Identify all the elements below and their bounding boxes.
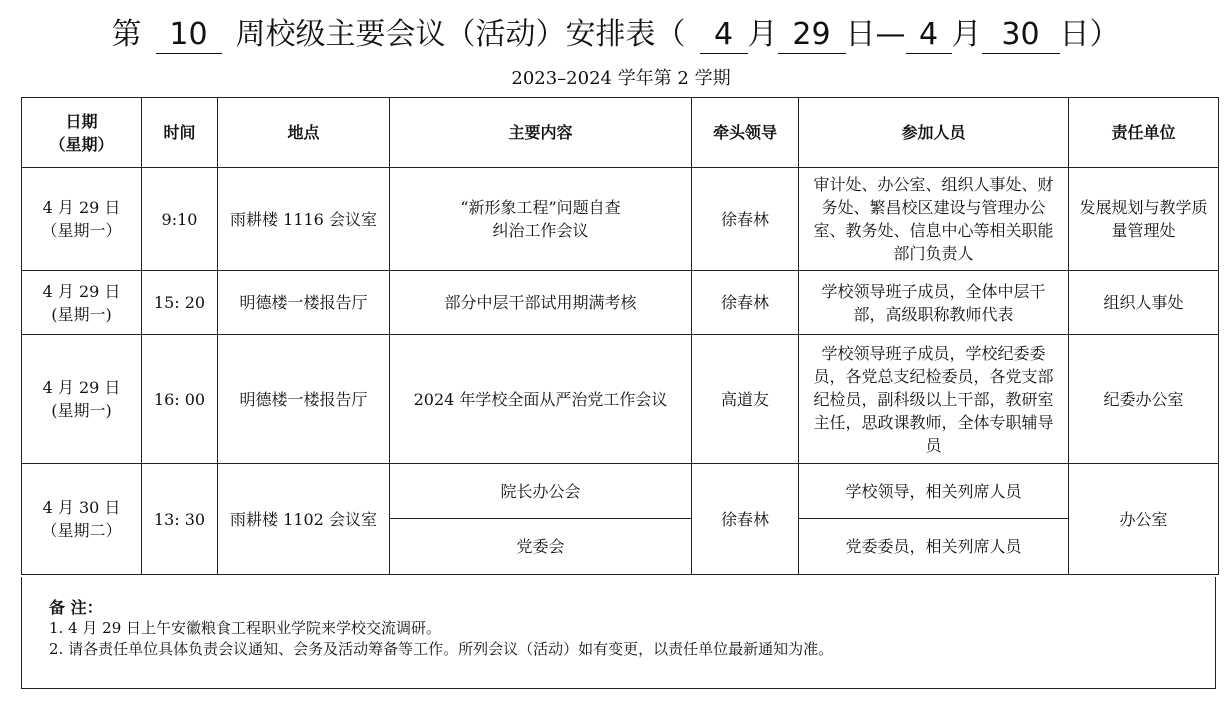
lead-cell: 徐春林 [692, 464, 799, 575]
attendees-cell: 党委委员，相关列席人员 [799, 519, 1069, 575]
title-text: 周校级主要会议（活动）安排表（ [235, 17, 686, 52]
lead-cell: 高道友 [692, 335, 799, 464]
content-cell: 党委会 [390, 519, 692, 575]
table-header-row [22, 98, 1219, 168]
unit-cell: 办公室 [1069, 464, 1219, 575]
title-text: 日— [845, 17, 906, 52]
header-unit: 责任单位 [1069, 98, 1219, 168]
content-cell: 部分中层干部试用期满考核 [390, 271, 692, 335]
header-lead: 牵头领导 [692, 98, 799, 168]
unit-cell: 纪委办公室 [1069, 335, 1219, 464]
content-cell: 2024 年学校全面从严治党工作会议 [390, 335, 692, 464]
date-cell: 4 月 29 日 (星期一) [22, 335, 142, 464]
table-row [22, 335, 1219, 464]
start-month: 4 [700, 17, 748, 54]
week-number: 10 [156, 17, 222, 54]
table-row [22, 271, 1219, 335]
time-cell: 9:10 [142, 168, 218, 271]
table-row [22, 168, 1219, 271]
place-cell: 雨耕楼 1102 会议室 [218, 464, 390, 575]
header-attendees: 参加人员 [799, 98, 1069, 168]
place-cell: 雨耕楼 1116 会议室 [218, 168, 390, 271]
notes-label: 备 注： [49, 598, 103, 617]
table-row [22, 464, 1219, 519]
page-title [0, 14, 1231, 56]
title-text: 月 [747, 17, 778, 52]
unit-cell: 组织人事处 [1069, 271, 1219, 335]
notes-box [21, 577, 1216, 689]
time-cell: 13: 30 [142, 464, 218, 575]
time-cell: 16: 00 [142, 335, 218, 464]
start-day: 29 [778, 17, 846, 54]
note-item: 1. 4 月 29 日上午安徽粮食工程职业学院来学校交流调研。 [49, 619, 442, 637]
end-month: 4 [906, 17, 952, 54]
date-cell: 4 月 30 日 （星期二） [22, 464, 142, 575]
time-cell: 15: 20 [142, 271, 218, 335]
header-time: 时间 [142, 98, 218, 168]
header-content: 主要内容 [390, 98, 692, 168]
semester-subtitle: 2023–2024 学年第 2 学期 [511, 68, 731, 89]
lead-cell: 徐春林 [692, 168, 799, 271]
note-item: 2. 请各责任单位具体负责会议通知、会务及活动筹备等工作。所列会议（活动）如有变更，以责任单位最新通知为准。 [49, 640, 834, 658]
content-cell: “新形象工程”问题自查纠治工作会议 [390, 168, 692, 271]
title-text: 第 [111, 17, 142, 52]
attendees-cell: 学校领导班子成员，全体中层干部，高级职称教师代表 [799, 271, 1069, 335]
attendees-cell: 学校领导，相关列席人员 [799, 464, 1069, 519]
place-cell: 明德楼一楼报告厅 [218, 271, 390, 335]
end-day: 30 [982, 17, 1060, 54]
lead-cell: 徐春林 [692, 271, 799, 335]
attendees-cell: 审计处、办公室、组织人事处、财务处、繁昌校区建设与管理办公室、教务处、信息中心等相关职能部门负责人 [799, 168, 1069, 271]
unit-cell: 发展规划与教学质量管理处 [1069, 168, 1219, 271]
header-place: 地点 [218, 98, 390, 168]
title-text: 日） [1059, 17, 1120, 52]
content-cell: 院长办公会 [390, 464, 692, 519]
place-cell: 明德楼一楼报告厅 [218, 335, 390, 464]
date-cell: 4 月 29 日 （星期一） [22, 168, 142, 271]
header-date: 日期 （星期） [22, 98, 142, 168]
title-text: 月 [951, 17, 982, 52]
date-cell: 4 月 29 日 (星期一) [22, 271, 142, 335]
schedule-table [21, 97, 1219, 575]
attendees-cell: 学校领导班子成员，学校纪委委员，各党总支纪检委员，各党支部纪检员，副科级以上干部，教研室主任，思政课教师，全体专职辅导员 [799, 335, 1069, 464]
